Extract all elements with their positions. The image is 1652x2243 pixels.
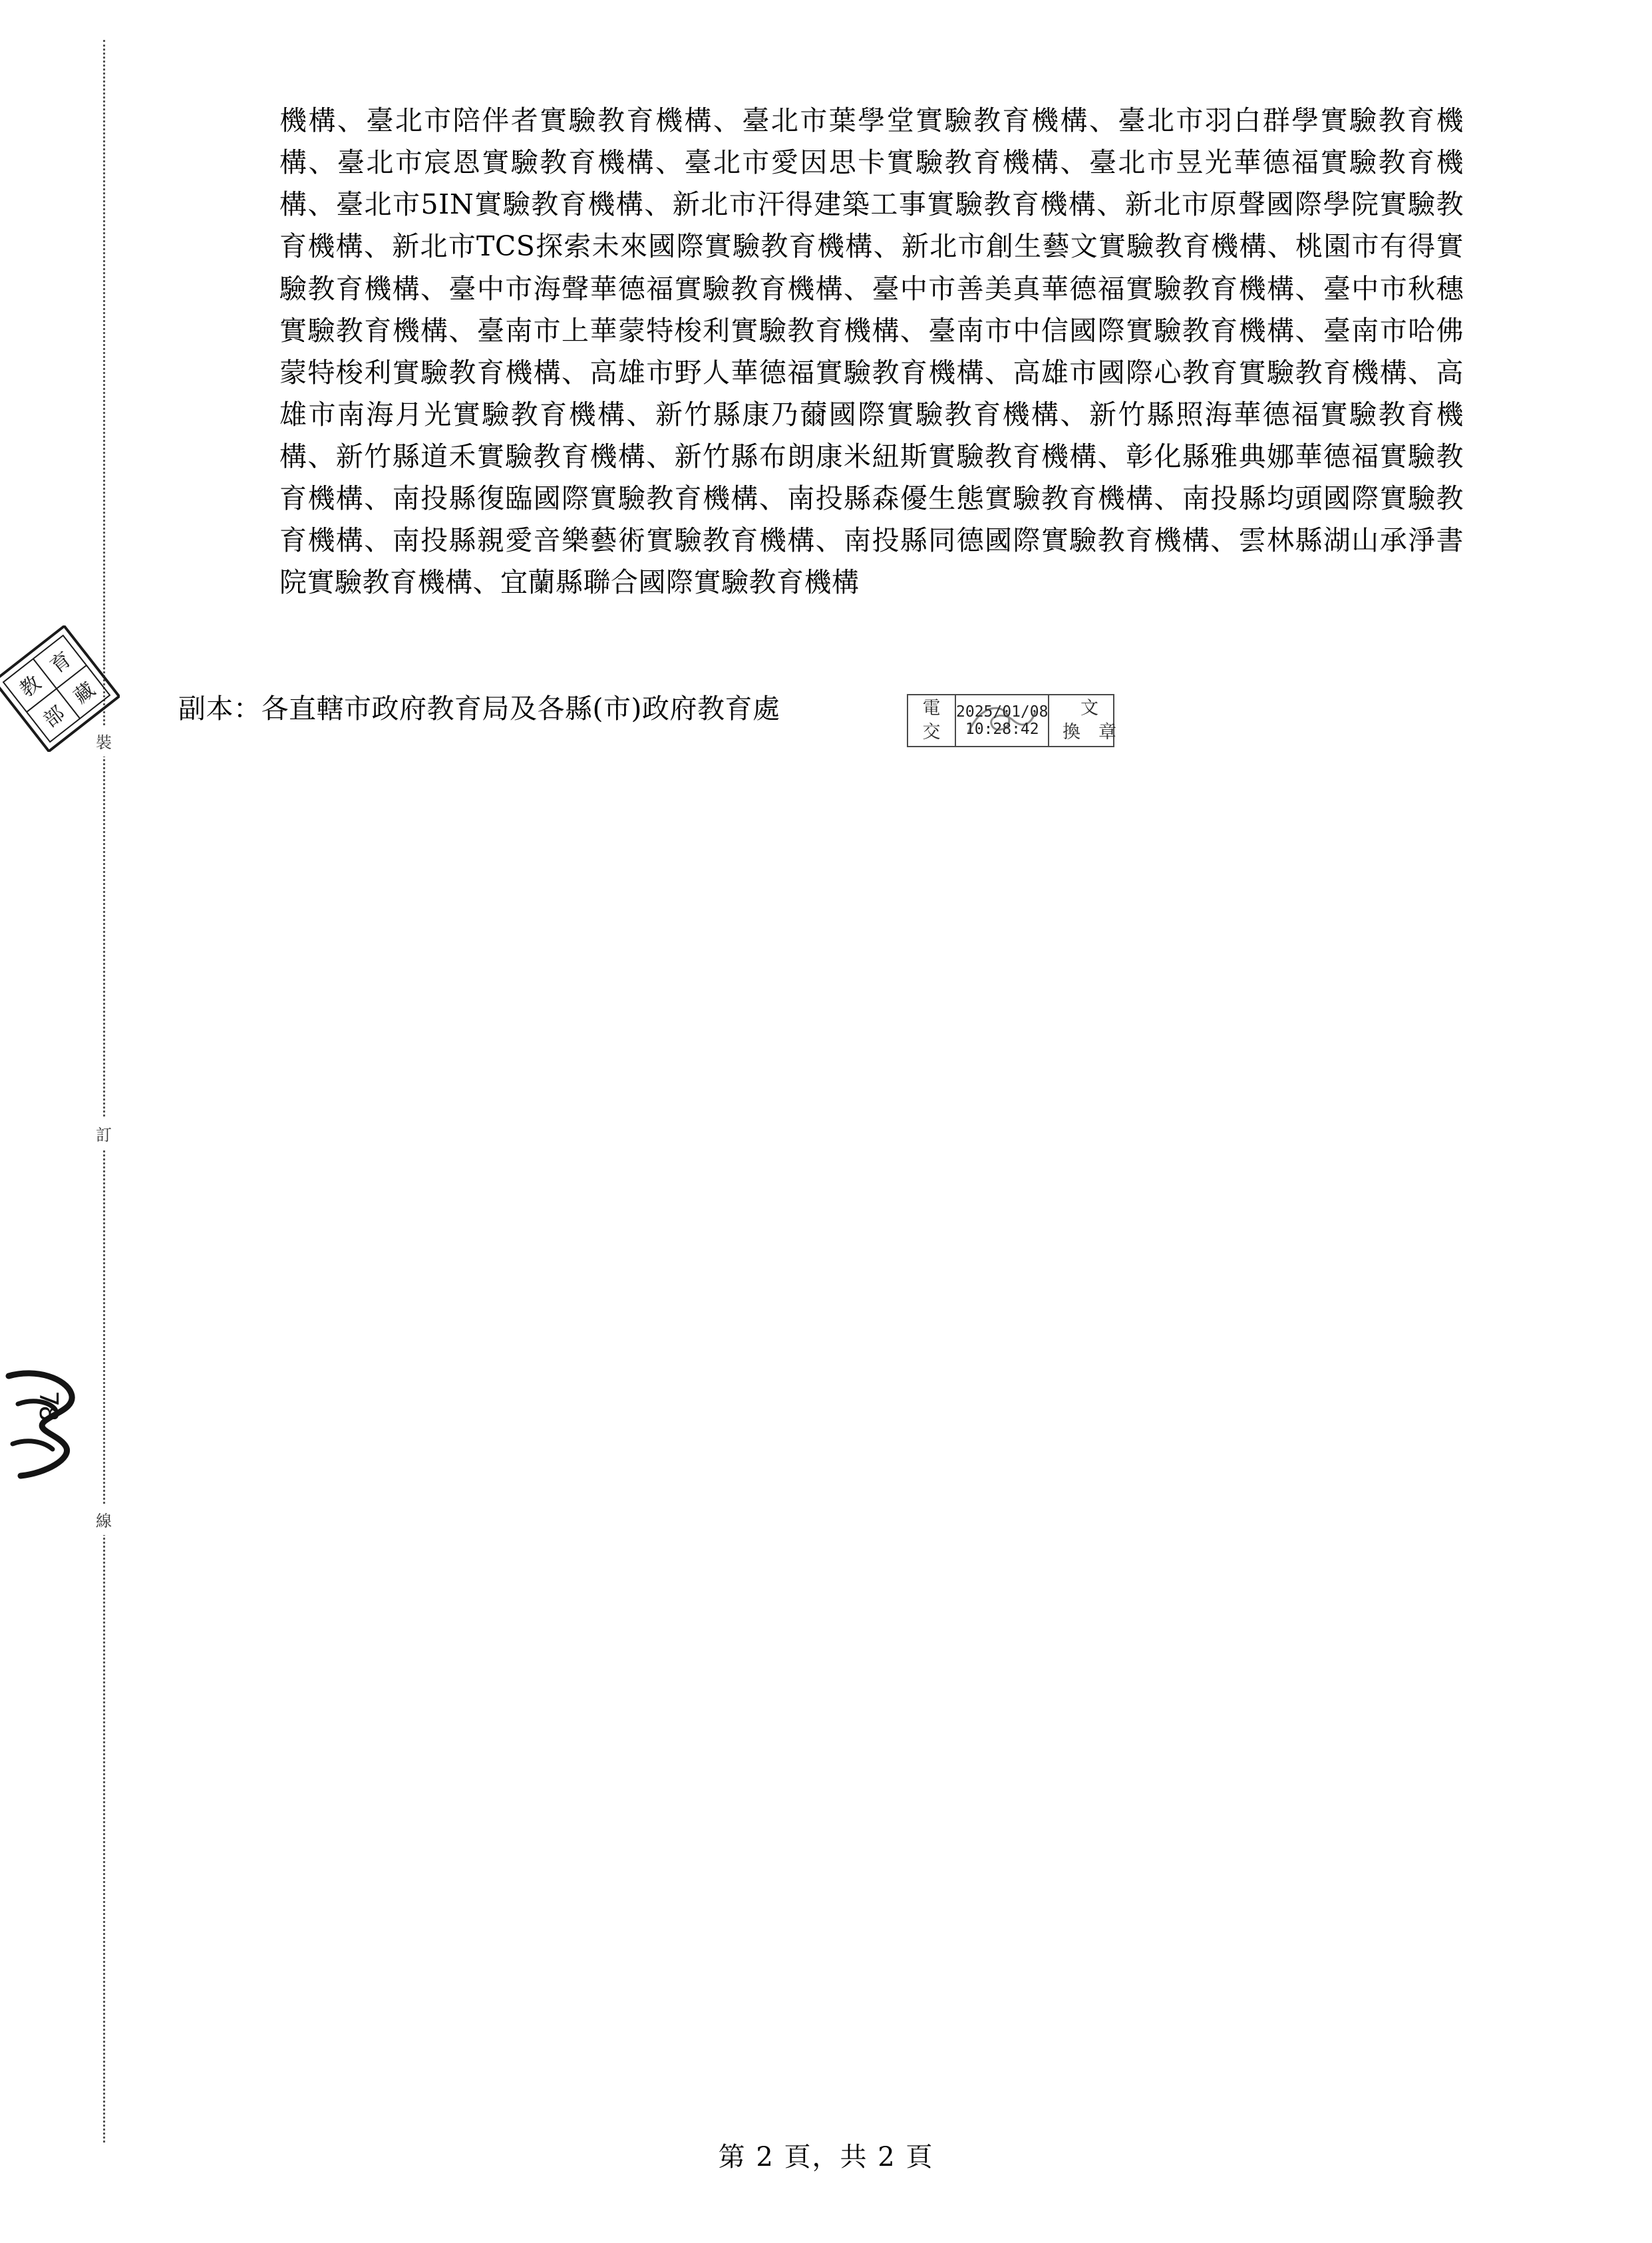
svg-text:教: 教 [15,671,46,702]
stamp-time: 10:28:42 [965,721,1039,738]
stamp-char-huan: 換 [1062,721,1080,743]
stamp-left-column [908,695,956,746]
signature-seal-icon [0,1364,90,1490]
stamp-char-zhang: 章 [1098,721,1116,743]
stamp-middle [956,695,1048,746]
page-footer: 第 2 頁，共 2 頁 [718,2142,934,2172]
svg-text:部: 部 [39,701,70,733]
side-page-number: 78 [34,1391,63,1421]
svg-text:育: 育 [45,647,77,679]
stamp-char-jiao: 交 [922,721,941,743]
margin-mark-zhuang: 裝 [88,725,121,757]
margin-mark-xian: 線 [88,1504,121,1535]
stamp-char-dian: 電 [922,697,941,719]
margin-dotted-rule [103,40,105,2143]
electronic-exchange-stamp [907,694,1114,747]
margin-mark-ding: 訂 [88,1118,121,1149]
carbon-copy-line: 副本：各直轄市政府教育局及各縣(市)政府教育處 [178,693,780,725]
svg-text:藏: 藏 [69,677,100,709]
document-body [279,100,1464,604]
body-paragraph: 機構、臺北市陪伴者實驗教育機構、臺北市葉學堂實驗教育機構、臺北市羽白群學實驗教育機構、臺北市宸恩實驗教育機構、臺北市愛因思卡實驗教育機構、臺北市昱光華德福實驗教育機構、臺北市5IN實驗教育機構、新北市汗得建築工事實驗教育機構、新北市原聲國際學院實驗教育機構、新北市TCS探索未來國際實驗教育機構、新北市創生藝文實驗教育機構、桃園市有得實驗教育機構、臺中市海聲華德福實驗教育機構、臺中市善美真華德福實驗教育機構、臺中市秋穗實驗教育機構、臺南市上華蒙特梭利實驗教育機構、臺南市中信國際實驗教育機構、臺南市哈佛蒙特梭利實驗教育機構、高雄市野人華德福實驗教育機構、高雄市國際心教育實驗教育機構、高雄市南海月光實驗教育機構、新竹縣康乃薾國際實驗教育機構、新竹縣照海華德福實驗教育機構、新竹縣道禾實驗教育機構、新竹縣布朗康米紐斯實驗教育機構、彰化縣雅典娜華德福實驗教育機構、南投縣復臨國際實驗教育機構、南投縣森優生態實驗教育機構、南投縣均頭國際實驗教育機構、南投縣親愛音樂藝術實驗教育機構、南投縣同德國際實驗教育機構、雲林縣湖山承淨書院實驗教育機構、宜蘭縣聯合國際實驗教育機構 [279,104,1464,599]
stamp-date: 2025/01/08 [956,703,1049,721]
stamp-char-wen: 文 [1080,697,1098,719]
stamp-right-column [1048,695,1129,746]
stamp-swirl-icon [962,697,1042,744]
